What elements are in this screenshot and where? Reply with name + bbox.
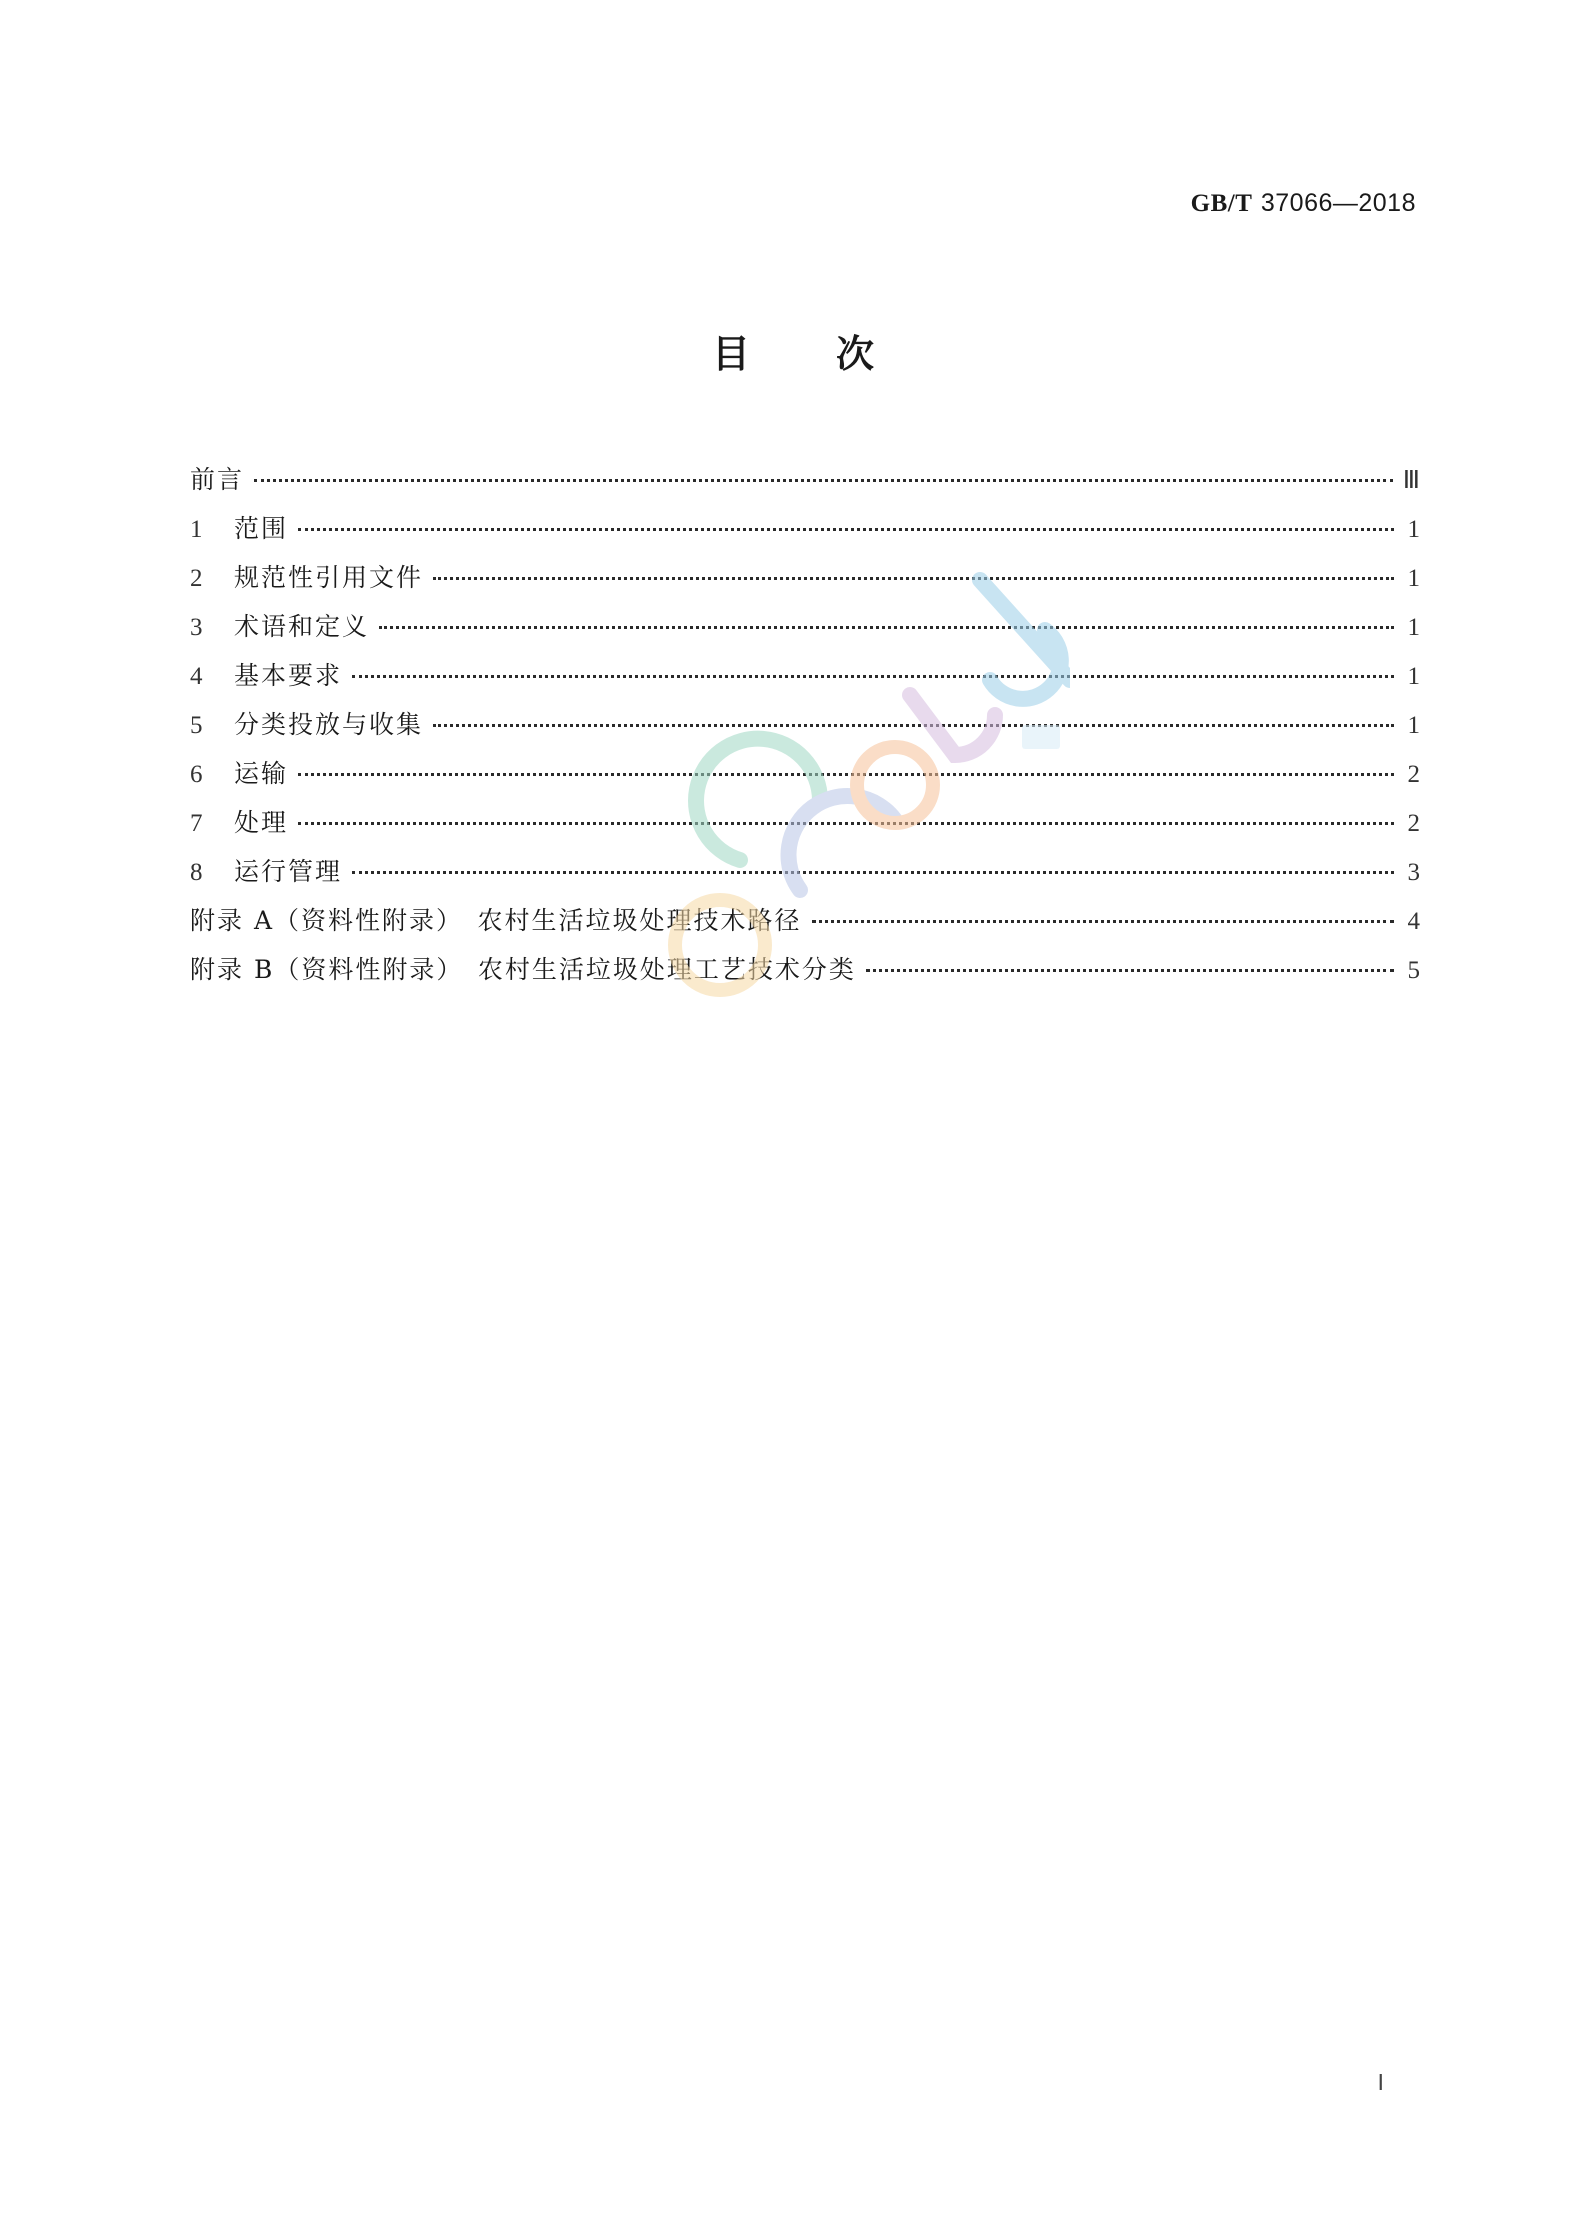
toc-entry-5[interactable] (190, 705, 1420, 754)
toc-entry-7[interactable] (190, 803, 1420, 852)
dot-leader (298, 773, 1394, 776)
dot-leader (254, 479, 1393, 482)
toc-entry-page: 2 (1407, 810, 1420, 837)
toc-entry-foreword[interactable] (190, 460, 1420, 509)
toc-entry-2[interactable] (190, 558, 1420, 607)
toc-entry-4[interactable] (190, 656, 1420, 705)
toc-entry-annex-b[interactable] (190, 950, 1420, 999)
toc-title-char-1: 目 (711, 332, 750, 376)
toc-title-char-2: 次 (836, 332, 875, 376)
toc-entry-page: 5 (1407, 957, 1420, 984)
dot-leader (812, 920, 1394, 923)
toc-entry-page: 4 (1407, 908, 1420, 935)
toc-entry-number: 7 (190, 810, 203, 837)
page-number: Ⅰ (1377, 2070, 1384, 2095)
toc-entry-number: 5 (190, 712, 203, 739)
toc-entry-number: 8 (190, 859, 203, 886)
toc-entry-page: 3 (1407, 859, 1420, 886)
toc-entry-label: 分类投放与收集 (234, 710, 424, 739)
toc-title (0, 323, 1586, 378)
toc-entry-1[interactable] (190, 509, 1420, 558)
dot-leader (866, 969, 1394, 972)
toc-entry-number: 2 (190, 565, 203, 592)
toc-entry-label: 前言 (190, 465, 245, 494)
toc-entry-annex-a[interactable] (190, 901, 1420, 950)
dot-leader (433, 577, 1394, 580)
toc-entry-number: 4 (190, 663, 203, 690)
dot-leader (352, 675, 1394, 678)
toc-entry-label: 基本要求 (234, 661, 343, 690)
toc-entry-page: 1 (1407, 614, 1420, 641)
toc-entry-page: Ⅲ (1402, 467, 1420, 494)
toc-entry-3[interactable] (190, 607, 1420, 656)
toc-entry-label: 附录 A（资料性附录） 农村生活垃圾处理技术路径 (190, 906, 802, 935)
toc-entry-label: 运输 (234, 759, 289, 788)
toc-entry-label: 附录 B（资料性附录） 农村生活垃圾处理工艺技术分类 (190, 955, 856, 984)
toc-entry-label: 范围 (234, 514, 289, 543)
toc-entry-number: 6 (190, 761, 203, 788)
toc-entry-8[interactable] (190, 852, 1420, 901)
toc-entry-page: 2 (1407, 761, 1420, 788)
toc-entry-number: 3 (190, 614, 203, 641)
standard-number (1191, 188, 1416, 218)
dot-leader (352, 871, 1394, 874)
standard-year-number: 37066—2018 (1260, 189, 1416, 217)
toc-entry-label: 运行管理 (234, 857, 343, 886)
toc-entry-label: 规范性引用文件 (234, 563, 424, 592)
table-of-contents (190, 460, 1420, 999)
dot-leader (298, 528, 1394, 531)
toc-entry-label: 术语和定义 (234, 612, 370, 641)
dot-leader (298, 822, 1394, 825)
toc-entry-page: 1 (1407, 516, 1420, 543)
toc-entry-number: 1 (190, 516, 203, 543)
toc-entry-page: 1 (1407, 712, 1420, 739)
toc-entry-6[interactable] (190, 754, 1420, 803)
standard-code: GB/T (1190, 190, 1253, 217)
dot-leader (433, 724, 1394, 727)
toc-entry-page: 1 (1407, 565, 1420, 592)
toc-entry-label: 处理 (234, 808, 289, 837)
dot-leader (379, 626, 1394, 629)
toc-entry-page: 1 (1407, 663, 1420, 690)
